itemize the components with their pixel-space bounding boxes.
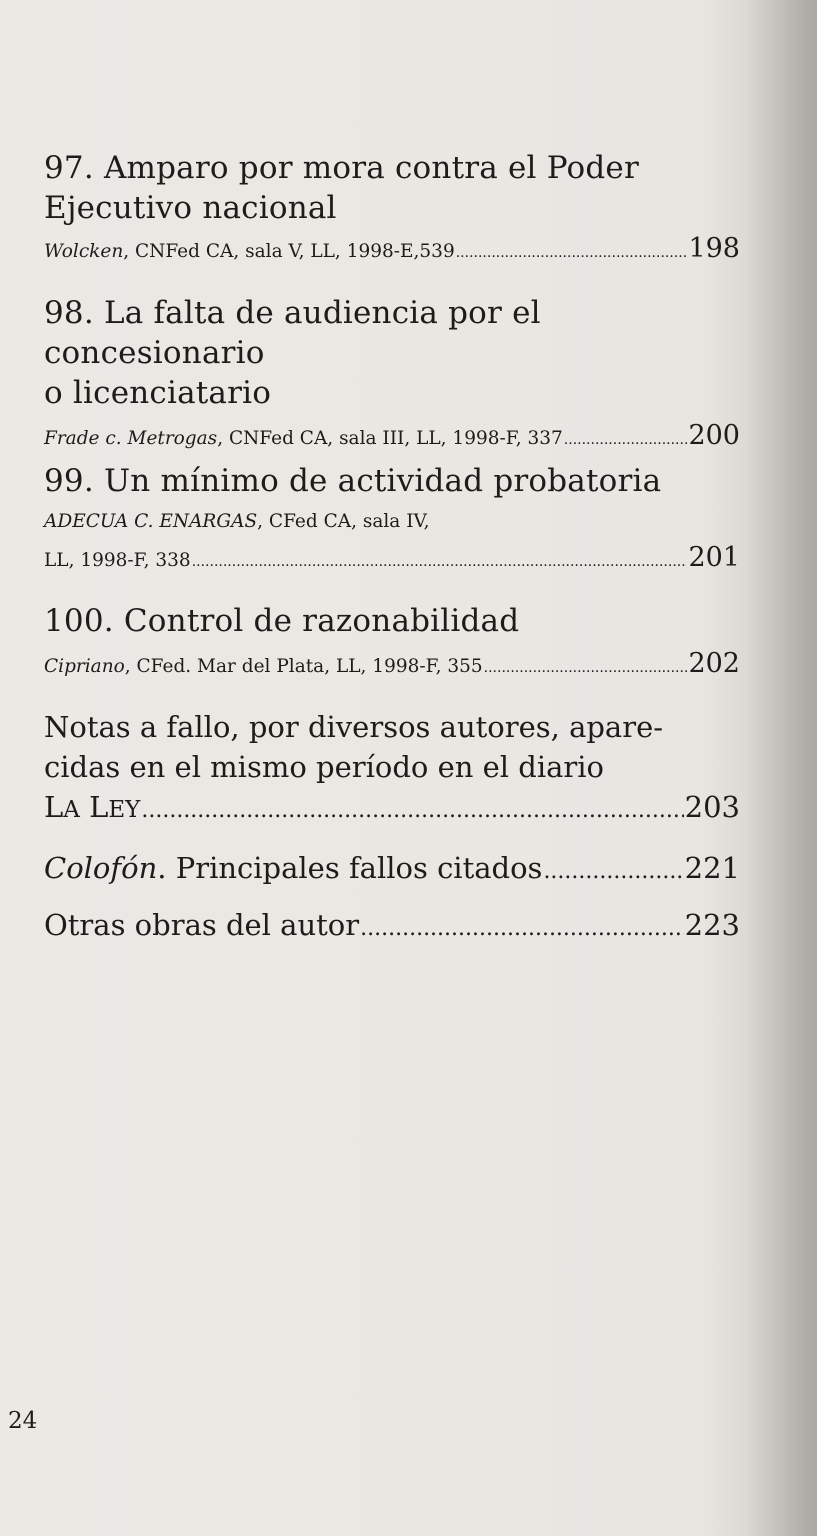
la-ley-l2: L [89, 790, 109, 824]
entry-97-title-line2: Ejecutivo nacional [44, 190, 337, 226]
entry-97-title [44, 148, 740, 228]
entry-97-page: 198 [688, 233, 740, 264]
entry-98-citation-text [44, 426, 563, 452]
la-ley-space [80, 790, 89, 824]
entry-98-title-line2: o licenciatario [44, 375, 272, 411]
leader-dots [192, 549, 688, 575]
leader-dots [543, 852, 683, 892]
leader-dots [484, 655, 688, 681]
colofon-entry [44, 848, 740, 892]
entry-98-citation [44, 420, 740, 453]
entry-97-case-rest: , CNFed CA, sala V, LL, 1998-E,539 [123, 241, 455, 262]
leader-dots [564, 427, 688, 453]
otras-obras-page: 223 [684, 908, 740, 942]
entry-97-citation-text [44, 239, 455, 265]
entry-97-title-line1: 97. Amparo por mora contra el Poder [44, 150, 639, 186]
entry-97-citation [44, 233, 740, 266]
entry-99-title-line1: 99. Un mínimo de actividad probatoria [44, 463, 662, 499]
la-ley-label [44, 787, 140, 830]
entry-100-title-line1: 100. Control de razonabilidad [44, 603, 520, 639]
entry-99-case-line2: LL, 1998-F, 338 [44, 550, 191, 571]
notas-entry [44, 707, 740, 787]
otras-obras-entry [44, 905, 740, 949]
la-ley-a: A [63, 797, 80, 823]
entry-99-citation-line1 [44, 509, 740, 535]
entry-99-citation-line2 [44, 542, 740, 575]
leader-dots [360, 909, 684, 949]
colofon-label [44, 848, 542, 888]
notas-line2: cidas en el mismo período en el diario [44, 750, 605, 784]
colofon-page: 221 [684, 851, 740, 885]
entry-98-page: 200 [688, 420, 740, 451]
entry-98-title [44, 293, 740, 413]
notas-page: 203 [684, 790, 740, 824]
page-number: 24 [8, 1408, 38, 1434]
table-of-contents [44, 148, 740, 949]
leader-dots [141, 791, 683, 831]
entry-100-page: 202 [688, 648, 740, 679]
la-ley-ey: EY [108, 797, 141, 823]
colofon-rest: . Principales fallos citados [157, 851, 543, 885]
entry-100-case-name: Cipriano [44, 656, 125, 677]
colofon-italic: Colofón [44, 851, 158, 885]
entry-99-case-rest: , CFed CA, sala IV, [257, 511, 430, 532]
leader-dots [456, 240, 688, 266]
notas-entry-last-line [44, 787, 740, 831]
entry-99-page: 201 [688, 542, 740, 573]
entry-99-title [44, 461, 740, 501]
entry-100-citation-text [44, 654, 483, 680]
entry-98-title-line1: 98. La falta de audiencia por el concesionario [44, 295, 541, 371]
otras-obras-label: Otras obras del autor [44, 908, 360, 942]
notas-line1: Notas a fallo, por diversos autores, apare- [44, 710, 664, 744]
entry-99-case-name: ADECUA C. ENARGAS [44, 511, 258, 532]
entry-100-case-rest: , CFed. Mar del Plata, LL, 1998-F, 355 [124, 656, 483, 677]
entry-97-case-name: Wolcken [44, 241, 124, 262]
entry-100-citation [44, 648, 740, 681]
entry-98-case-name: Frade c. Metrogas [44, 428, 218, 449]
entry-100-title [44, 601, 740, 641]
entry-98-case-rest: , CNFed CA, sala III, LL, 1998-F, 337 [217, 428, 563, 449]
la-ley-l: L [44, 790, 64, 824]
